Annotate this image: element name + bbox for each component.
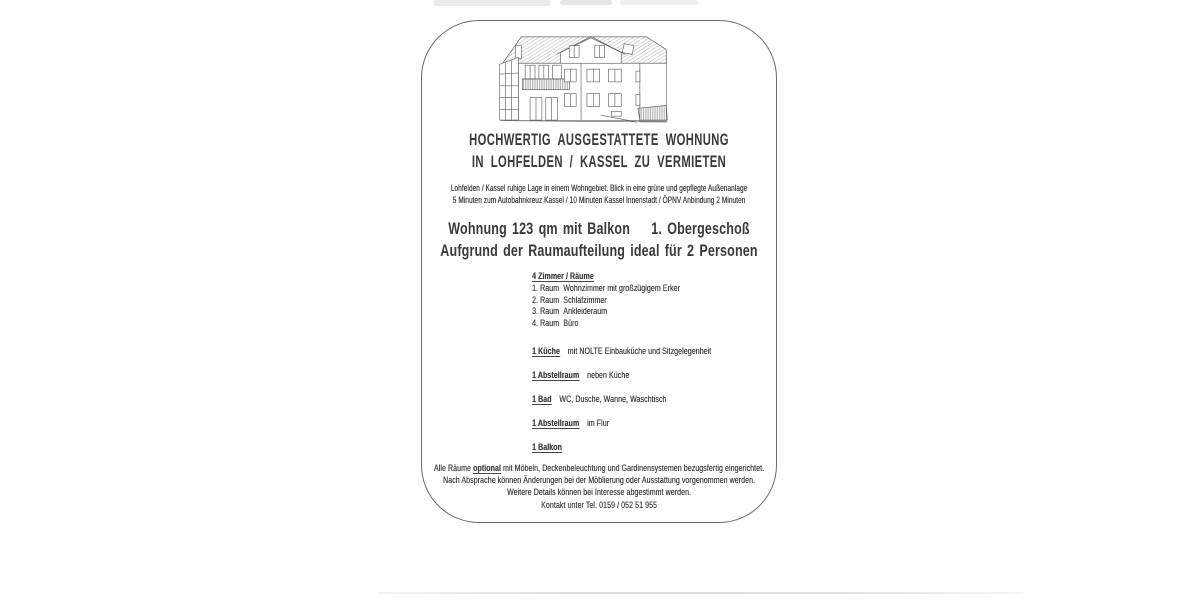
amenity-row xyxy=(532,363,711,387)
offer-line-2: Aufgrund der Raumaufteilung ideal für 2 Personen xyxy=(440,242,758,260)
room-desc: Schlafzimmer xyxy=(563,294,607,305)
room-row xyxy=(532,283,680,295)
flyer-card xyxy=(421,20,777,523)
headline-line-1: HOCHWERTIG AUSGESTATTETE WOHNUNG xyxy=(469,130,729,149)
room-row xyxy=(532,306,680,318)
footer-text: mit Möbeln, Deckenbeleuchtung und Gardinensystemen bezugsfertig eingerichtet. xyxy=(500,463,765,473)
amenity-label: 1 Abstellraum xyxy=(532,418,580,428)
house-illustration xyxy=(498,27,670,125)
room-list xyxy=(532,271,680,330)
scan-page-edge xyxy=(378,592,1023,594)
room-row xyxy=(532,318,680,330)
amenity-label: 1 Bad xyxy=(532,394,552,404)
offer-size-balcony: Wohnung 123 qm mit Balkon xyxy=(448,220,631,238)
amenity-row xyxy=(532,387,711,411)
room-desc: Wohnzimmer mit großzügigem Erker xyxy=(563,282,680,293)
intro-line-1: Lohfelden / Kassel ruhige Lage in einem Wohngebiet. Blick in eine grüne und gepflegte Außenanlage xyxy=(450,183,748,193)
amenity-desc: im Flur xyxy=(586,418,609,428)
headline-line-2: IN LOHFELDEN / KASSEL ZU VERMIETEN xyxy=(471,152,727,171)
amenity-row xyxy=(532,339,711,363)
room-row xyxy=(532,295,680,307)
footer-line-1 xyxy=(434,462,764,474)
footer-line-2: Nach Absprache können Änderungen bei der Möblierung oder Ausstattung vorgenommen werden. xyxy=(442,475,756,486)
amenity-desc: mit NOLTE Einbauküche und Sitzgelegenheit xyxy=(567,346,712,356)
offer-floor: 1. Obergeschoß xyxy=(651,220,750,238)
amenity-label: 1 Balkon xyxy=(532,442,562,452)
footer-text: Alle Räume xyxy=(433,463,473,473)
amenity-row xyxy=(532,411,711,435)
room-desc: Büro xyxy=(563,318,579,329)
footer-optional-emphasis: optional xyxy=(472,463,501,473)
amenity-label: 1 Küche xyxy=(532,346,560,356)
offer-line-1 xyxy=(448,219,749,241)
scan-artifact-top xyxy=(433,0,551,6)
footer-line-3: Weitere Details können bei Interesse abgestimmt werden. xyxy=(506,487,692,498)
amenity-desc: WC, Dusche, Wanne, Waschtisch xyxy=(559,394,667,404)
room-desc: Ankleideraum xyxy=(563,306,608,317)
room-number: 2. Raum xyxy=(532,294,560,305)
room-number: 1. Raum xyxy=(532,282,560,293)
room-number: 3. Raum xyxy=(532,306,560,317)
amenity-label: 1 Abstellraum xyxy=(532,370,580,380)
intro-line-2: 5 Minuten zum Autobahnkreuz Kassel / 10 Minuten Kassel Innenstadt / ÖPNV Anbindung 2 Minuten xyxy=(452,194,746,205)
amenity-desc: neben Küche xyxy=(586,370,630,380)
footer-contact-phone: Kontakt unter Tel. 0159 / 052 51 955 xyxy=(541,499,657,510)
room-number: 4. Raum xyxy=(532,318,560,329)
room-list-title: 4 Zimmer / Räume xyxy=(532,271,594,281)
scan-artifact-top xyxy=(560,0,612,5)
amenity-list xyxy=(532,339,711,459)
scan-artifact-top xyxy=(620,0,698,5)
amenity-row xyxy=(532,435,711,459)
